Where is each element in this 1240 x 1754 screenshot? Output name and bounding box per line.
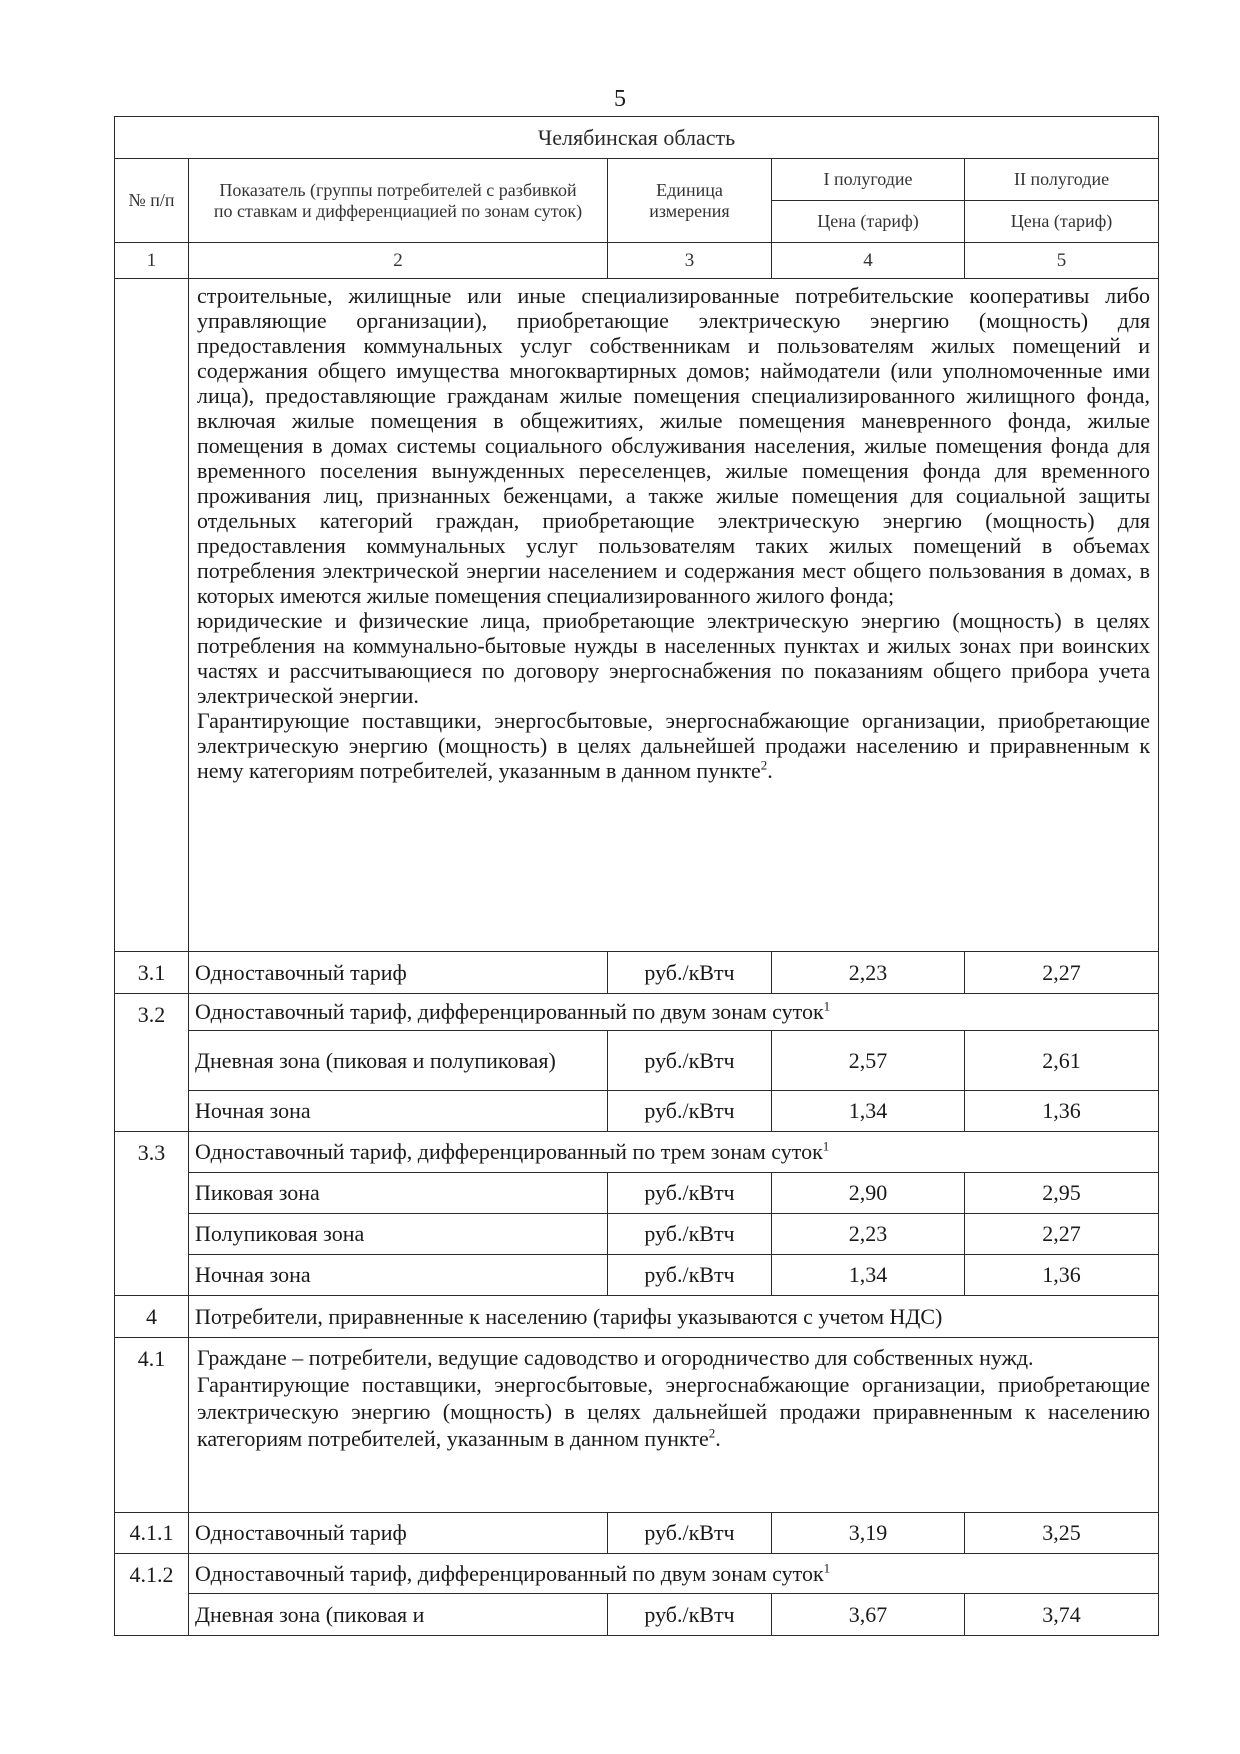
row-number: 3.3 — [115, 1132, 189, 1296]
header-number: № п/п — [115, 159, 189, 243]
table-row — [115, 1338, 1159, 1513]
tariff-table — [114, 116, 1159, 1636]
footnote-mark: 1 — [823, 1560, 831, 1576]
row-price-h1: 2,23 — [772, 1214, 965, 1255]
continuation-paragraph-1: строительные, жилищные или иные специализированные потребительские кооперативы либо управляющие организации), приобретающие электрическую энергию (мощность) для предоставления коммунальных услуг собственникам и пользователям жилых помещений и содержания общего имущества многоквартирных домов; наймодатели (или уполномоченные ими лица), предоставляющие гражданам жилые помещения специализированного жилищного фонда, включая жилые помещения в общежитиях, жилые помещения маневренного фонда, жилые помещения в домах системы социального обслуживания населения, жилые помещения фонда для временного поселения вынужденных переселенцев, жилые помещения фонда для временного проживания лиц, признанных беженцами, а также жилые помещения для социальной защиты отдельных категорий граждан, приобретающие электрическую энергию (мощность) для предоставления коммунальных услуг пользователям таких жилых помещений в объемах потребления электрической энергии населением и содержания мест общего пользования в домах, в которых имеются жилые помещения специализированного жилого фонда; — [197, 283, 1151, 608]
header-price2: Цена (тариф) — [965, 201, 1159, 243]
footnote-mark: 1 — [822, 1138, 830, 1154]
row-price-h2: 2,61 — [965, 1031, 1159, 1091]
continuation-text — [189, 279, 1159, 952]
row-number: 3.2 — [115, 994, 189, 1132]
table-row — [115, 1214, 1159, 1255]
header-unit: Единица измерения — [608, 159, 772, 243]
table-row — [115, 1132, 1159, 1173]
table-row — [115, 1255, 1159, 1296]
row-price-h1: 3,19 — [772, 1513, 965, 1554]
row-label: Одноставочный тариф, дифференцированный по трем зонам суток$^1$ — [189, 1132, 1159, 1173]
row-unit: руб./кВтч — [608, 952, 772, 994]
row-unit: руб./кВтч — [608, 1513, 772, 1554]
row-price-h1: 1,34 — [772, 1091, 965, 1132]
row-label: Дневная зона (пиковая и — [189, 1594, 608, 1636]
table-row — [115, 1513, 1159, 1554]
row-price-h1: 2,90 — [772, 1173, 965, 1214]
row-price-h1: 3,67 — [772, 1594, 965, 1636]
column-index-3: 3 — [608, 243, 772, 279]
paragraph-2: Гарантирующие поставщики, энергосбытовые, энергоснабжающие организации, приобретающие электрическую энергию (мощность) в целях дальнейшей продажи приравненным к населению категориям потребителей, указанным в данном пункте$^2$. — [197, 1372, 1151, 1451]
row-unit: руб./кВтч — [608, 1594, 772, 1636]
column-index-5: 5 — [965, 243, 1159, 279]
row-label: Пиковая зона — [189, 1173, 608, 1214]
row-number: 4.1.1 — [115, 1513, 189, 1554]
header-price1: Цена (тариф) — [772, 201, 965, 243]
column-index-2: 2 — [189, 243, 608, 279]
header-half2: II полугодие — [965, 159, 1159, 201]
row-price-h2: 2,95 — [965, 1173, 1159, 1214]
row-number: 4 — [115, 1296, 189, 1338]
continuation-paragraph-3: Гарантирующие поставщики, энергосбытовые, энергоснабжающие организации, приобретающие электрическую энергию (мощность) в целях дальнейшей продажи населению и приравненным к нему категориям потребителей, указанным в данном пункте$^2$. — [197, 708, 1151, 783]
table-row — [115, 1296, 1159, 1338]
row-price-h1: 2,57 — [772, 1031, 965, 1091]
row-label: Ночная зона — [189, 1255, 608, 1296]
row-label: Дневная зона (пиковая и полупиковая) — [189, 1031, 608, 1091]
row-label: Потребители, приравненные к населению (тарифы указываются с учетом НДС) — [189, 1296, 1159, 1338]
footnote-mark: 1 — [823, 998, 831, 1014]
row-unit: руб./кВтч — [608, 1214, 772, 1255]
page-number: 5 — [614, 86, 626, 112]
row-number: 3.1 — [115, 952, 189, 994]
row-label: Ночная зона — [189, 1091, 608, 1132]
header-half1: I полугодие — [772, 159, 965, 201]
row-price-h1: 1,34 — [772, 1255, 965, 1296]
footnote-mark: 2 — [708, 1425, 716, 1441]
table-row — [115, 1091, 1159, 1132]
row-unit: руб./кВтч — [608, 1091, 772, 1132]
row-label: Одноставочный тариф — [189, 952, 608, 994]
footnote-mark: 2 — [760, 757, 768, 773]
row-label: Одноставочный тариф, дифференцированный по двум зонам суток$^1$ — [189, 1554, 1159, 1594]
row-unit: руб./кВтч — [608, 1173, 772, 1214]
table-row — [115, 1031, 1159, 1091]
table-row — [115, 952, 1159, 994]
row-price-h2: 3,74 — [965, 1594, 1159, 1636]
row-number: 4.1.2 — [115, 1554, 189, 1636]
continuation-number-cell — [115, 279, 189, 952]
row-price-h2: 1,36 — [965, 1255, 1159, 1296]
column-index-4: 4 — [772, 243, 965, 279]
table-row — [115, 1173, 1159, 1214]
row-unit: руб./кВтч — [608, 1255, 772, 1296]
table-row — [115, 1594, 1159, 1636]
row-price-h2: 3,25 — [965, 1513, 1159, 1554]
row-price-h2: 1,36 — [965, 1091, 1159, 1132]
table-row — [115, 994, 1159, 1031]
row-price-h2: 2,27 — [965, 952, 1159, 994]
header-indicator: Показатель (группы потребителей с разбивкой по ставкам и дифференциацией по зонам суток) — [189, 159, 608, 243]
row-unit: руб./кВтч — [608, 1031, 772, 1091]
table-row — [115, 1554, 1159, 1594]
row-price-h1: 2,23 — [772, 952, 965, 994]
row-label: Одноставочный тариф — [189, 1513, 608, 1554]
region-title: Челябинская область — [115, 117, 1159, 159]
column-index-1: 1 — [115, 243, 189, 279]
row-label: Полупиковая зона — [189, 1214, 608, 1255]
row-description — [189, 1338, 1159, 1513]
paragraph-1: Граждане – потребители, ведущие садоводство и огородничество для собственных нужд. — [197, 1345, 1034, 1370]
row-price-h2: 2,27 — [965, 1214, 1159, 1255]
row-number: 4.1 — [115, 1338, 189, 1513]
row-label: Одноставочный тариф, дифференцированный по двум зонам суток$^1$ — [189, 994, 1159, 1031]
continuation-paragraph-2: юридические и физические лица, приобретающие электрическую энергию (мощность) в целях потребления на коммунально-бытовые нужды в населенных пунктах и жилых зонах при воинских частях и рассчитывающиеся по договору энергоснабжения по показаниям общего прибора учета электрической энергии. — [197, 608, 1151, 708]
